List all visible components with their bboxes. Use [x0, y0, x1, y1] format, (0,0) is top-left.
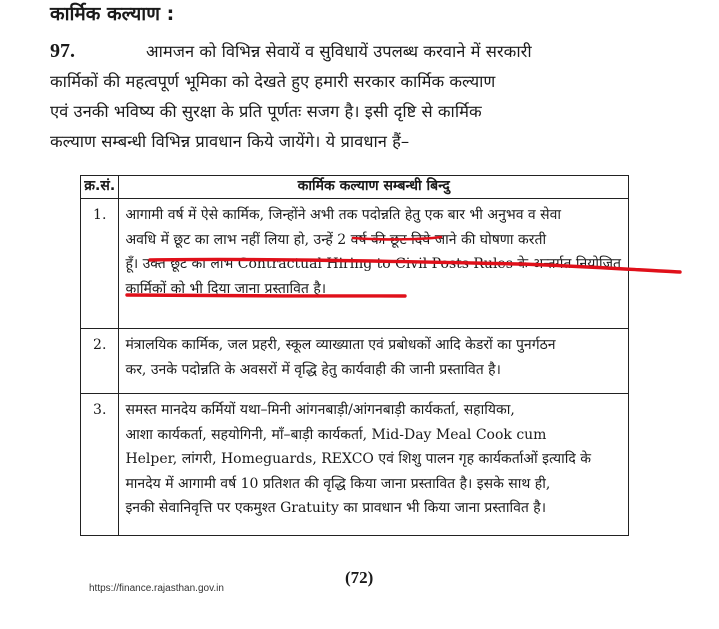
row-line: आगामी वर्ष में ऐसे कार्मिक, जिन्होंने अभी तक पदोन्नति हेतु एक बार भी अनुभव व सेवा — [125, 207, 562, 223]
header-serial: क्र.सं. — [81, 176, 119, 199]
intro-paragraph — [50, 36, 642, 157]
row-serial: 1. — [81, 199, 119, 329]
row-text — [119, 394, 629, 536]
provisions-table — [80, 175, 629, 536]
row-line: अवधि में छूट का लाभ नहीं लिया हो, उन्हें 2 वर्ष की छूट दिये जाने की घोषणा करती — [125, 231, 547, 248]
section-heading: कार्मिक कल्याण : — [50, 3, 175, 25]
table-header-row — [81, 176, 629, 199]
table-row — [81, 199, 629, 329]
row-line: कार्मिकों को भी दिया जाना प्रस्तावित है। — [125, 280, 327, 297]
row-line: कर, उनके पदोन्नति के अवसरों में वृद्धि हेतु कार्यवाही की जानी प्रस्तावित है। — [125, 361, 501, 378]
footer-url: https://finance.rajasthan.gov.in — [89, 583, 224, 594]
row-line: हूँ। उक्त छूट का लाभ Contractual Hiring to Civil Posts Rules के अन्तर्गत नियोजित — [125, 256, 621, 272]
paragraph-line-1: आमजन को विभिन्न सेवायें व सुविधायें उपलब्ध करवाने में सरकारी — [146, 42, 532, 61]
table-row — [81, 394, 629, 536]
row-text — [119, 329, 629, 394]
row-line: मंत्रालयिक कार्मिक, जल प्रहरी, स्कूल व्याख्याता एवं प्रबोधकों आदि केडरों का पुनर्गठन — [125, 337, 556, 353]
row-serial: 2. — [81, 329, 119, 394]
table-row — [81, 329, 629, 394]
header-point: कार्मिक कल्याण सम्बन्धी बिन्दु — [119, 176, 629, 199]
row-line: मानदेय में आगामी वर्ष 10 प्रतिशत की वृद्धि किया जाना प्रस्तावित है। इसके साथ ही, — [125, 475, 551, 492]
row-line: Helper, लांगरी, Homeguards, REXCO एवं शिशु पालन गृह कार्यकर्ताओं इत्यादि के — [125, 451, 592, 467]
paragraph-line-2: कार्मिकों की महत्वपूर्ण भूमिका को देखते हुए हमारी सरकार कार्मिक कल्याण — [50, 72, 496, 91]
row-line: इनकी सेवानिवृत्ति पर एकमुश्त Gratuity का प्रावधान भी किया जाना प्रस्तावित है। — [125, 500, 547, 516]
row-line: आशा कार्यकर्ता, सहयोगिनी, माँ–बाड़ी कार्यकर्ता, Mid-Day Meal Cook cum — [125, 426, 547, 443]
row-line: समस्त मानदेय कर्मियों यथा–मिनी आंगनबाड़ी/आंगनबाड़ी कार्यकर्ता, सहायिका, — [125, 402, 515, 418]
paragraph-line-3: एवं उनकी भविष्य की सुरक्षा के प्रति पूर्णतः सजग है। इसी दृष्टि से कार्मिक — [50, 102, 482, 121]
row-text — [119, 199, 629, 329]
row-serial: 3. — [81, 394, 119, 536]
paragraph-line-4: कल्याण सम्बन्धी विभिन्न प्रावधान किये जायेंगे। ये प्रावधान हैं– — [50, 132, 410, 151]
paragraph-number: 97. — [50, 40, 75, 62]
page-number: (72) — [345, 568, 374, 587]
